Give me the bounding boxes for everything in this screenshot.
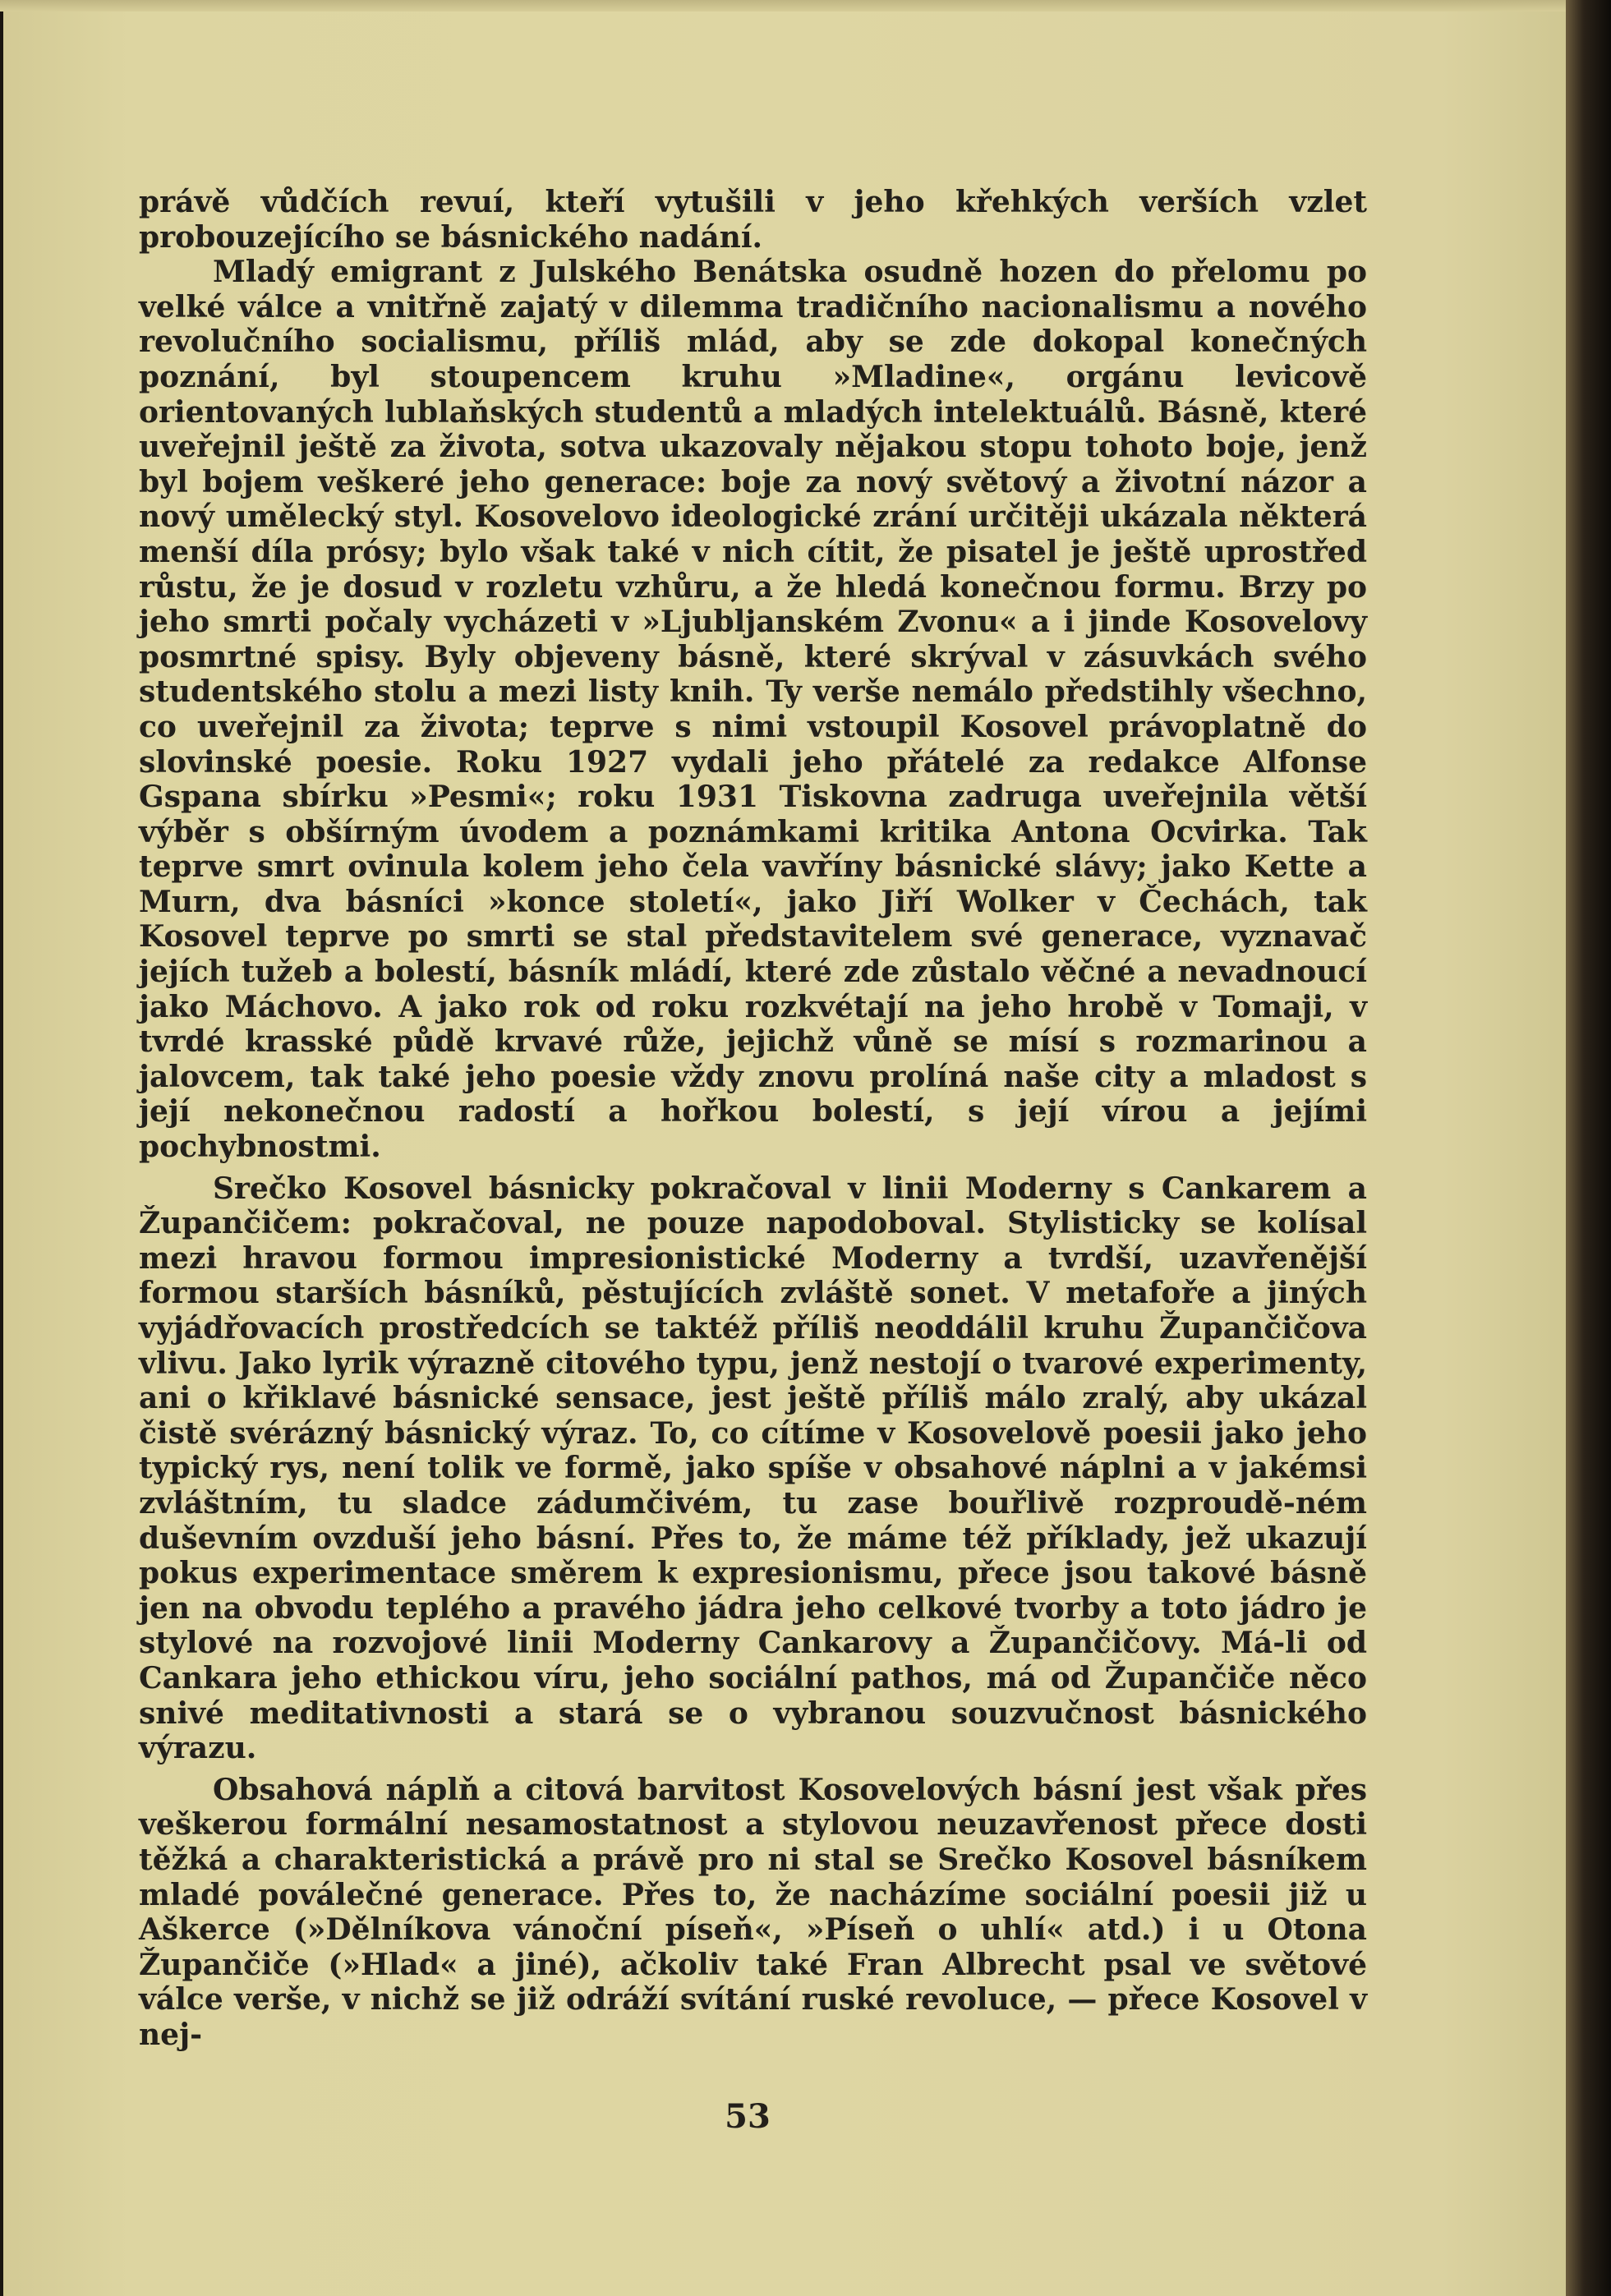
page-number: 53 [725, 2097, 771, 2136]
body-text [139, 185, 1367, 2052]
paragraph-2: Mladý emigrant z Julského Benátska osudně hozen do přelomu po velké válce a vnitřně zajatý v dilemma tradičního nacionalismu a nového revolučního socialismu, příliš mlád, aby se zde dokopal konečných poznání, byl stoupencem kruhu »Mladine«, orgánu levicově orientovaných lublaňských studentů a mladých intelektuálů. Básně, které uveřejnil ještě za života, sotva ukazovaly nějakou stopu tohoto boje, jenž byl bojem veškeré jeho generace: boje za nový světový a životní názor a nový umělecký styl. Kosovelovo ideologické zrání určitěji ukázala některá menší díla prósy; bylo však také v nich cítit, že pisatel je ještě uprostřed růstu, že je dosud v rozletu vzhůru, a že hledá konečnou formu. Brzy po jeho smrti počaly vycházeti v »Ljubljanském Zvonu« a i jinde Kosovelovy posmrtné spisy. Byly objeveny básně, které skrýval v zásuvkách svého studentského stolu a mezi listy knih. Ty verše nemálo předstihly všechno, co uveřejnil za života; teprve s nimi vstoupil Kosovel právoplatně do slovinské poesie. Roku 1927 vydali jeho přátelé za redakce Alfonse Gspana sbírku »Pesmi«; roku 1931 Tiskovna zadruga uveřejnila větší výběr s obšírným úvodem a poznámkami kritika Antona Ocvirka. Tak teprve smrt ovinula kolem jeho čela vavříny básnické slávy; jako Kette a Murn, dva básníci »konce století«, jako Jiří Wolker v Čechách, tak Kosovel teprve po smrti se stal představitelem své generace, vyznavač jejích tužeb a bolestí, básník mládí, které zde zůstalo věčné a nevadnoucí jako Máchovo. A jako rok od roku rozkvétají na jeho hrobě v Tomaji, v tvrdé krasské půdě krvavé růže, jejichž vůně se mísí s rozmarinou a jalovcem, tak také jeho poesie vždy znovu prolíná naše city a mladost s její nekonečnou radostí a hořkou bolestí, s její vírou a jejími pochybnostmi. [139, 255, 1367, 1165]
paragraph-3: Srečko Kosovel básnicky pokračoval v linii Moderny s Cankarem a Župančičem: pokračoval, ne pouze napodoboval. Stylisticky se kolísal mezi hravou formou impresionistické Moderny a tvrdší, uzavřenější formou starších básníků, pěstujících zvláště sonet. V metafoře a jiných vyjádřovacích prostředcích se taktéž příliš neoddálil kruhu Župančičova vlivu. Jako lyrik výrazně citového typu, jenž nestojí o tvarové experimenty, ani o křiklavé básnické sensace, jest ještě příliš málo zralý, aby ukázal čistě svérázný básnický výraz. To, co cítíme v Kosovelově poesii jako jeho typický rys, není tolik ve formě, jako spíše v obsahové náplni a v jakémsi zvláštním, tu sladce zádumčivém, tu zase bouřlivě rozproudě-ném duševním ovzduší jeho básní. Přes to, že máme též příklady, jež ukazují pokus experimentace směrem k expresionismu, přece jsou takové básně jen na obvodu teplého a pravého jádra jeho celkové tvorby a toto jádro je stylové na rozvojové linii Moderny Cankarovy a Župančičovy. Má-li od Cankara jeho ethickou víru, jeho sociální pathos, má od Župančiče něco snivé meditativnosti a stará se o vybranou souzvučnost básnického výrazu. [139, 1171, 1367, 1766]
paragraph-4: Obsahová náplň a citová barvitost Kosovelových básní jest však přes veškerou formální nesamostatnost a stylovou neuzavřenost přece dosti těžká a charakteristická a právě pro ni stal se Srečko Kosovel básníkem mladé poválečné generace. Přes to, že nacházíme sociální poesii již u Aškerce (»Dělníkova vánoční píseň«, »Píseň o uhlí« atd.) i u Otona Župančiče (»Hlad« a jiné), ačkoliv také Fran Albrecht psal ve světové válce verše, v nichž se již odráží svítání ruské revoluce, — přece Kosovel v nej- [139, 1772, 1367, 2052]
scan-top-edge [0, 0, 1611, 12]
scan-binding-edge [1566, 0, 1611, 2296]
paragraph-1: právě vůdčích revuí, kteří vytušili v jeho křehkých verších vzlet probouzejícího se básnického nadání. [139, 185, 1367, 255]
